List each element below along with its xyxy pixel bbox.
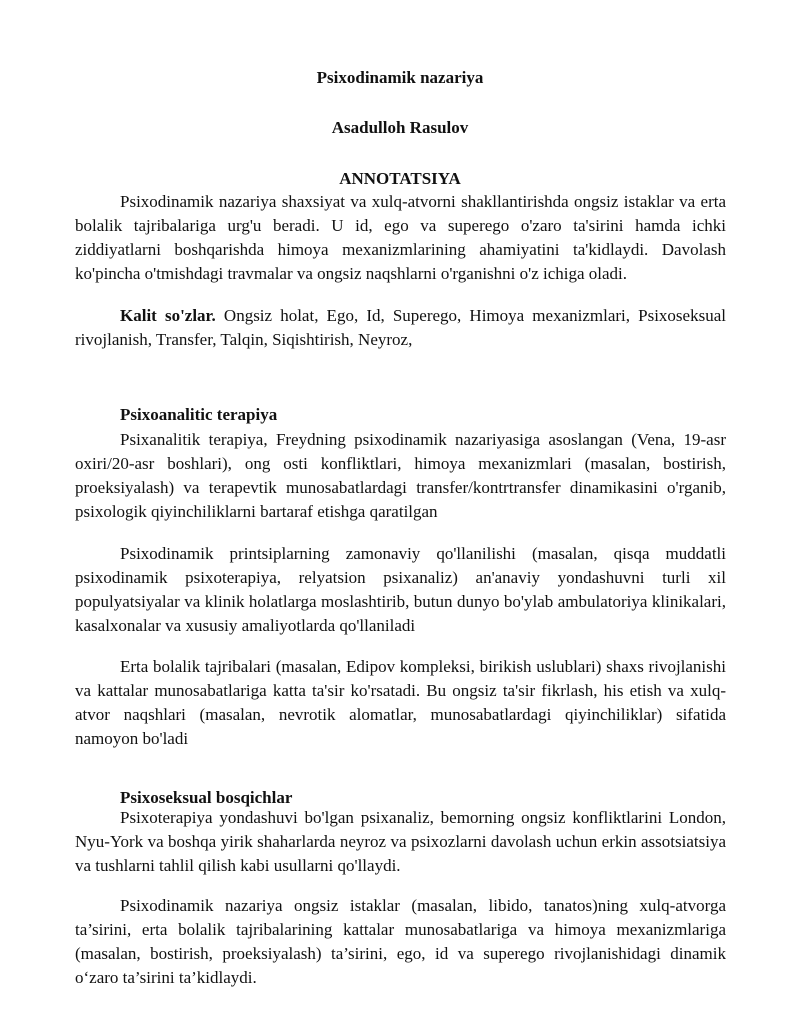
paragraph-text: Erta bolalik tajribalari (masalan, Edipov kompleksi, birikish uslublari) shaxs rivojlanishi va kattalar munosabatlariga katta ta'sir ko'rsatadi. Bu ongsiz ta'sir fikrlash, his etish va xulq-atvor naqshlari (masalan, nevrotik alomatlar, munosabatlardagi qiyinchiliklar) sifatida namoyon bo'ladi	[75, 657, 726, 748]
section-heading-psixoseksual-bosqichlar: Psixoseksual bosqichlar	[120, 788, 293, 807]
section-paragraph	[75, 655, 726, 751]
document-title: Psixodinamik nazariya	[316, 68, 484, 87]
paragraph-text: Psixodinamik printsiplarning zamonaviy qo'llanilishi (masalan, qisqa muddatli psixodinamik psixoterapiya, relyatsion psixanaliz) an'anaviy yondashuvni turli xil populyatsiyalar va klinik holatlarga moslashtirib, butun dunyo bo'ylab ambulatoriya klinikalari, kasalxonalar va xususiy amaliyotlarda qo'llaniladi	[75, 544, 726, 635]
section-paragraph	[75, 542, 726, 638]
paragraph-text: Psixoterapiya yondashuvi bo'lgan psixanaliz, bemorning ongsiz konfliktlarini London, Nyu-York va boshqa yirik shaharlarda neyroz va psixozlarni davolash uchun erkin assotsiatsiya va tushlarni tahlil qilish kabi usullarni qo'llaydi.	[75, 808, 726, 875]
paragraph-text: Psixanalitik terapiya, Freydning psixodinamik nazariyasiga asoslangan (Vena, 19-asr oxiri/20-asr boshlari), ong osti konfliktlari, himoya mexanizmlari (masalan, bostirish, proeksiyalash) va terapevtik munosabatlardagi transfer/kontrtransfer dinamikasini o'rganib, psixologik qiyinchiliklarni bartaraf etishga qaratilgan	[75, 430, 726, 521]
section-paragraph	[75, 894, 726, 990]
paragraph-text: Psixodinamik nazariya ongsiz istaklar (masalan, libido, tanatos)ning xulq-atvorga ta’sirini, erta bolalik tajribalarining kattalar munosabatlariga va himoya mexanizmlariga (masalan, bostirish, proeksiyalash) ta’sirini, ego, id va superego rivojlanishidagi dinamik o‘zaro ta’sirini ta’kidlaydi.	[75, 896, 726, 987]
annotation-text: Psixodinamik nazariya shaxsiyat va xulq-atvorni shakllantirishda ongsiz istaklar va erta bolalik tajribalariga urg'u beradi. U id, ego va superego o'zaro ta'sirini hamda ichki ziddiyatlarni boshqarishda himoya mexanizmlarining ahamiyatini ta'kidlaydi. Davolash ko'pincha o'tmishdagi travmalar va ongsiz naqshlarni o'rganishni o'z ichiga oladi.	[75, 192, 726, 283]
keywords-label: Kalit so'zlar.	[120, 306, 216, 325]
section-heading-psixoanalitic-terapiya: Psixoanalitic terapiya	[120, 405, 278, 424]
annotation-paragraph	[75, 190, 726, 286]
keywords-text: Ongsiz holat, Ego, Id, Superego, Himoya mexanizmlari, Psixoseksual rivojlanish, Transfer, Talqin, Siqishtirish, Neyroz,	[75, 306, 726, 349]
author-name: Asadulloh Rasulov	[331, 118, 469, 137]
annotation-heading: ANNOTATSIYA	[339, 169, 461, 188]
keywords-paragraph	[75, 304, 726, 352]
section-paragraph	[75, 428, 726, 524]
section-paragraph	[75, 806, 726, 878]
